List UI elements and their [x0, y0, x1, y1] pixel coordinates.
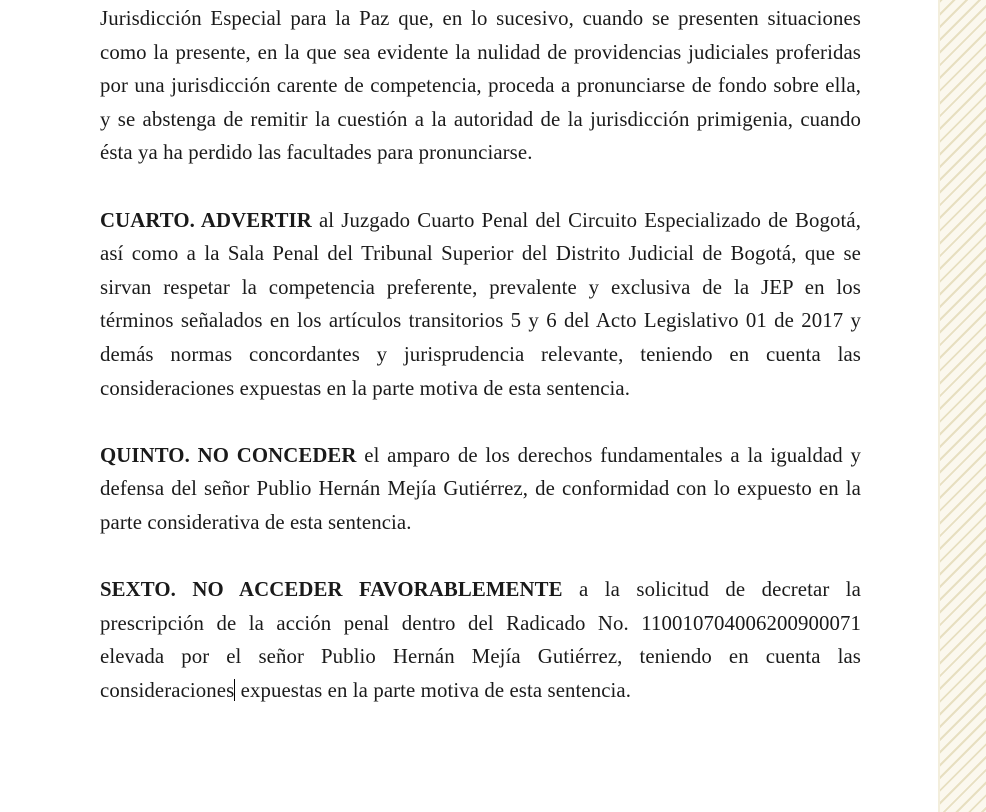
text-sexto-after-caret: expuestas en la parte motiva de esta sentencia.: [235, 678, 632, 702]
heading-cuarto: CUARTO. ADVERTIR: [100, 208, 312, 232]
text-sexto-before-caret: a la solicitud de decretar la prescripción de la acción penal dentro del Radicado No. 11001070400620090007​1 elevada por el señor Publio Hernán Mejía Gutiérrez, teniendo en cuenta las consideraciones: [100, 578, 862, 702]
paragraph-sexto: [100, 573, 861, 707]
text-quinto: el amparo de los derechos fundamentales a la igualdad y defensa del señor Publio Hernán Mejía Gutiérrez, de conformidad con lo expuesto en la parte considerativa de esta sentencia.: [100, 443, 861, 534]
paragraph-cuarto: [100, 204, 861, 406]
paragraph-quinto: [100, 439, 861, 540]
paragraph-continued: Jurisdicción Especial para la Paz que, en lo sucesivo, cuando se presenten situaciones como la presente, en la que sea evidente la nulidad de providencias judiciales proferidas por una jurisdicción carente de competencia, proceda a pronunciarse de fondo sobre ella, y se abstenga de remitir la cuestión a la autoridad de la jurisdicción primigenia, cuando ésta ya ha perdido las facultades para pronunciarse.: [100, 7, 861, 165]
document-body[interactable]: [100, 2, 861, 741]
text-cuarto: al Juzgado Cuarto Penal del Circuito Especializado de Bogotá, así como a la Sala Penal del Tribunal Superior del Distrito Judicial de Bogotá, que se sirvan respetar la competencia preferente, prevalente y exclusiva de la JEP en los términos señalados en los artículos transitorios 5 y 6 del Acto Legislativo 01 de 2017 y demás normas concordantes y jurisprudencia relevante, teniendo en cuenta las consideraciones expuestas en la parte motiva de esta sentencia.: [100, 208, 861, 400]
decorative-striped-border: [940, 0, 986, 812]
heading-quinto: QUINTO. NO CONCEDER: [100, 443, 357, 467]
heading-sexto: SEXTO. NO ACCEDER FAVORABLEMENTE: [100, 578, 563, 602]
